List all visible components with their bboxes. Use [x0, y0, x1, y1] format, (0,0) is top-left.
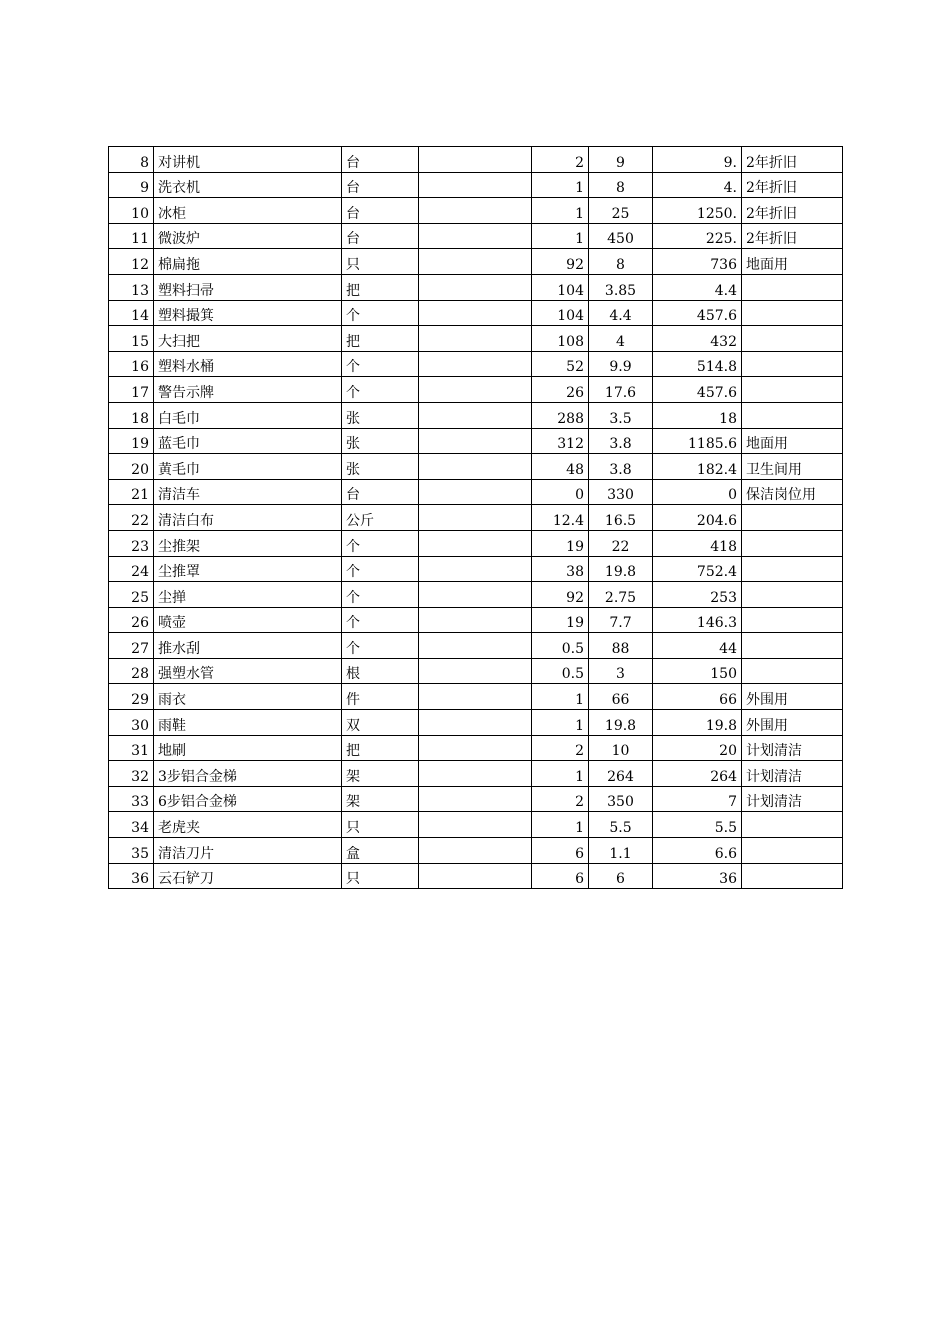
item-name: 3步铝合金梯	[154, 761, 342, 787]
item-note	[742, 505, 843, 531]
item-name: 微波炉	[154, 223, 342, 249]
item-spec	[419, 377, 532, 403]
item-name: 强塑水管	[154, 658, 342, 684]
row-number: 14	[109, 300, 154, 326]
item-amount: 1185.6	[653, 428, 742, 454]
item-spec	[419, 633, 532, 659]
item-quantity: 288	[532, 402, 589, 428]
item-amount: 264	[653, 761, 742, 787]
item-quantity: 104	[532, 300, 589, 326]
item-unit: 个	[342, 633, 419, 659]
item-note: 地面用	[742, 428, 843, 454]
item-unit-price: 5.5	[589, 812, 653, 838]
item-note: 2年折旧	[742, 172, 843, 198]
item-name: 雨鞋	[154, 710, 342, 736]
item-spec	[419, 402, 532, 428]
item-unit: 个	[342, 377, 419, 403]
table-body	[109, 147, 843, 889]
table-row	[109, 428, 843, 454]
row-number: 30	[109, 710, 154, 736]
item-unit-price: 2.75	[589, 582, 653, 608]
row-number: 36	[109, 863, 154, 889]
item-unit: 张	[342, 428, 419, 454]
item-note: 保洁岗位用	[742, 479, 843, 505]
item-name: 塑料撮箕	[154, 300, 342, 326]
item-amount: 514.8	[653, 351, 742, 377]
table-row	[109, 223, 843, 249]
item-name: 尘掸	[154, 582, 342, 608]
item-amount: 9.	[653, 147, 742, 173]
item-amount: 18	[653, 402, 742, 428]
item-quantity: 1	[532, 761, 589, 787]
item-amount: 432	[653, 326, 742, 352]
item-note: 2年折旧	[742, 223, 843, 249]
item-unit-price: 9.9	[589, 351, 653, 377]
item-spec	[419, 863, 532, 889]
item-spec	[419, 838, 532, 864]
item-name: 云石铲刀	[154, 863, 342, 889]
item-unit-price: 6	[589, 863, 653, 889]
item-amount: 19.8	[653, 710, 742, 736]
table-row	[109, 786, 843, 812]
item-spec	[419, 198, 532, 224]
item-spec	[419, 428, 532, 454]
row-number: 18	[109, 402, 154, 428]
item-unit: 只	[342, 249, 419, 275]
table-row	[109, 402, 843, 428]
table-row	[109, 607, 843, 633]
row-number: 35	[109, 838, 154, 864]
row-number: 13	[109, 274, 154, 300]
item-spec	[419, 454, 532, 480]
item-unit: 台	[342, 223, 419, 249]
item-unit-price: 66	[589, 684, 653, 710]
item-name: 棉扁拖	[154, 249, 342, 275]
item-quantity: 312	[532, 428, 589, 454]
table-row	[109, 838, 843, 864]
table-row	[109, 454, 843, 480]
item-note	[742, 863, 843, 889]
item-name: 喷壶	[154, 607, 342, 633]
row-number: 21	[109, 479, 154, 505]
item-unit: 把	[342, 735, 419, 761]
table-row	[109, 147, 843, 173]
item-unit: 只	[342, 812, 419, 838]
item-quantity: 19	[532, 530, 589, 556]
item-unit-price: 10	[589, 735, 653, 761]
item-name: 清洁刀片	[154, 838, 342, 864]
item-note	[742, 838, 843, 864]
item-amount: 4.	[653, 172, 742, 198]
item-note	[742, 812, 843, 838]
item-unit: 个	[342, 607, 419, 633]
item-unit: 盒	[342, 838, 419, 864]
item-quantity: 48	[532, 454, 589, 480]
table-row	[109, 710, 843, 736]
item-spec	[419, 530, 532, 556]
item-amount: 0	[653, 479, 742, 505]
item-note	[742, 530, 843, 556]
item-amount: 20	[653, 735, 742, 761]
row-number: 15	[109, 326, 154, 352]
row-number: 17	[109, 377, 154, 403]
item-amount: 146.3	[653, 607, 742, 633]
item-unit: 台	[342, 147, 419, 173]
item-amount: 225.	[653, 223, 742, 249]
row-number: 31	[109, 735, 154, 761]
item-note	[742, 556, 843, 582]
item-amount: 4.4	[653, 274, 742, 300]
item-unit-price: 450	[589, 223, 653, 249]
item-quantity: 2	[532, 786, 589, 812]
item-quantity: 38	[532, 556, 589, 582]
item-quantity: 2	[532, 147, 589, 173]
item-spec	[419, 812, 532, 838]
table-row	[109, 377, 843, 403]
item-unit-price: 330	[589, 479, 653, 505]
table-row	[109, 198, 843, 224]
item-amount: 1250.	[653, 198, 742, 224]
item-name: 尘推罩	[154, 556, 342, 582]
item-amount: 6.6	[653, 838, 742, 864]
item-amount: 7	[653, 786, 742, 812]
item-unit: 把	[342, 326, 419, 352]
table-row	[109, 812, 843, 838]
item-spec	[419, 223, 532, 249]
item-unit-price: 22	[589, 530, 653, 556]
item-unit-price: 3.8	[589, 454, 653, 480]
table-row	[109, 863, 843, 889]
item-unit: 件	[342, 684, 419, 710]
item-unit: 个	[342, 351, 419, 377]
item-name: 推水刮	[154, 633, 342, 659]
item-spec	[419, 786, 532, 812]
item-amount: 736	[653, 249, 742, 275]
item-amount: 150	[653, 658, 742, 684]
item-quantity: 1	[532, 172, 589, 198]
item-quantity: 0.5	[532, 633, 589, 659]
item-name: 雨衣	[154, 684, 342, 710]
table-row	[109, 249, 843, 275]
item-unit: 公斤	[342, 505, 419, 531]
table-row	[109, 274, 843, 300]
row-number: 26	[109, 607, 154, 633]
item-unit-price: 4.4	[589, 300, 653, 326]
item-amount: 253	[653, 582, 742, 608]
item-quantity: 52	[532, 351, 589, 377]
item-unit: 架	[342, 761, 419, 787]
item-note	[742, 326, 843, 352]
row-number: 10	[109, 198, 154, 224]
item-name: 对讲机	[154, 147, 342, 173]
item-unit: 个	[342, 530, 419, 556]
item-unit: 个	[342, 556, 419, 582]
item-unit-price: 19.8	[589, 710, 653, 736]
row-number: 22	[109, 505, 154, 531]
item-unit-price: 350	[589, 786, 653, 812]
item-quantity: 1	[532, 812, 589, 838]
item-name: 大扫把	[154, 326, 342, 352]
item-note	[742, 607, 843, 633]
table-row	[109, 556, 843, 582]
item-amount: 44	[653, 633, 742, 659]
item-spec	[419, 658, 532, 684]
item-spec	[419, 710, 532, 736]
row-number: 11	[109, 223, 154, 249]
table-row	[109, 530, 843, 556]
item-quantity: 6	[532, 838, 589, 864]
row-number: 29	[109, 684, 154, 710]
row-number: 20	[109, 454, 154, 480]
item-quantity: 1	[532, 684, 589, 710]
item-note: 地面用	[742, 249, 843, 275]
item-quantity: 2	[532, 735, 589, 761]
item-quantity: 0	[532, 479, 589, 505]
table-row	[109, 326, 843, 352]
table-row	[109, 658, 843, 684]
table-row	[109, 735, 843, 761]
item-name: 洗衣机	[154, 172, 342, 198]
item-quantity: 6	[532, 863, 589, 889]
row-number: 9	[109, 172, 154, 198]
item-note: 计划清洁	[742, 786, 843, 812]
table-row	[109, 505, 843, 531]
item-unit: 个	[342, 582, 419, 608]
item-note: 计划清洁	[742, 761, 843, 787]
row-number: 28	[109, 658, 154, 684]
item-name: 黄毛巾	[154, 454, 342, 480]
item-amount: 182.4	[653, 454, 742, 480]
item-note	[742, 633, 843, 659]
item-spec	[419, 351, 532, 377]
table-row	[109, 351, 843, 377]
item-name: 蓝毛巾	[154, 428, 342, 454]
item-spec	[419, 274, 532, 300]
row-number: 16	[109, 351, 154, 377]
item-unit-price: 264	[589, 761, 653, 787]
item-quantity: 92	[532, 582, 589, 608]
item-amount: 204.6	[653, 505, 742, 531]
item-unit-price: 4	[589, 326, 653, 352]
item-unit-price: 8	[589, 249, 653, 275]
item-unit: 根	[342, 658, 419, 684]
item-name: 尘推架	[154, 530, 342, 556]
item-spec	[419, 684, 532, 710]
item-note: 计划清洁	[742, 735, 843, 761]
item-unit-price: 8	[589, 172, 653, 198]
item-spec	[419, 479, 532, 505]
item-note	[742, 402, 843, 428]
item-note	[742, 377, 843, 403]
item-unit-price: 17.6	[589, 377, 653, 403]
item-unit-price: 19.8	[589, 556, 653, 582]
item-unit-price: 3	[589, 658, 653, 684]
item-amount: 5.5	[653, 812, 742, 838]
item-unit-price: 9	[589, 147, 653, 173]
item-unit: 张	[342, 454, 419, 480]
item-note	[742, 300, 843, 326]
table-row	[109, 633, 843, 659]
item-name: 6步铝合金梯	[154, 786, 342, 812]
item-spec	[419, 147, 532, 173]
item-spec	[419, 326, 532, 352]
item-note: 2年折旧	[742, 147, 843, 173]
cleaning-supplies-table	[108, 146, 843, 889]
item-unit: 个	[342, 300, 419, 326]
item-note: 外围用	[742, 710, 843, 736]
item-quantity: 12.4	[532, 505, 589, 531]
item-note	[742, 351, 843, 377]
row-number: 27	[109, 633, 154, 659]
item-spec	[419, 582, 532, 608]
item-amount: 457.6	[653, 300, 742, 326]
item-unit: 架	[342, 786, 419, 812]
table-row	[109, 582, 843, 608]
item-unit: 双	[342, 710, 419, 736]
item-name: 冰柜	[154, 198, 342, 224]
item-unit-price: 25	[589, 198, 653, 224]
row-number: 24	[109, 556, 154, 582]
item-amount: 418	[653, 530, 742, 556]
item-name: 塑料扫帚	[154, 274, 342, 300]
item-name: 警告示牌	[154, 377, 342, 403]
item-unit-price: 3.85	[589, 274, 653, 300]
table-row	[109, 761, 843, 787]
item-name: 清洁白布	[154, 505, 342, 531]
item-spec	[419, 300, 532, 326]
item-quantity: 26	[532, 377, 589, 403]
item-spec	[419, 172, 532, 198]
item-unit: 只	[342, 863, 419, 889]
item-amount: 752.4	[653, 556, 742, 582]
item-spec	[419, 761, 532, 787]
item-spec	[419, 249, 532, 275]
item-unit-price: 16.5	[589, 505, 653, 531]
item-unit-price: 3.8	[589, 428, 653, 454]
table-row	[109, 172, 843, 198]
row-number: 12	[109, 249, 154, 275]
row-number: 19	[109, 428, 154, 454]
item-name: 白毛巾	[154, 402, 342, 428]
item-quantity: 108	[532, 326, 589, 352]
item-note	[742, 582, 843, 608]
item-unit-price: 7.7	[589, 607, 653, 633]
table-row	[109, 300, 843, 326]
item-quantity: 0.5	[532, 658, 589, 684]
item-unit: 台	[342, 479, 419, 505]
item-quantity: 104	[532, 274, 589, 300]
item-amount: 66	[653, 684, 742, 710]
item-unit-price: 3.5	[589, 402, 653, 428]
item-name: 老虎夹	[154, 812, 342, 838]
item-name: 地刷	[154, 735, 342, 761]
item-name: 清洁车	[154, 479, 342, 505]
row-number: 8	[109, 147, 154, 173]
row-number: 23	[109, 530, 154, 556]
item-amount: 457.6	[653, 377, 742, 403]
item-unit: 台	[342, 198, 419, 224]
item-spec	[419, 607, 532, 633]
item-quantity: 1	[532, 223, 589, 249]
item-unit-price: 88	[589, 633, 653, 659]
item-note	[742, 274, 843, 300]
item-quantity: 1	[532, 198, 589, 224]
item-spec	[419, 556, 532, 582]
item-spec	[419, 735, 532, 761]
row-number: 25	[109, 582, 154, 608]
item-quantity: 19	[532, 607, 589, 633]
table-row	[109, 684, 843, 710]
item-note: 2年折旧	[742, 198, 843, 224]
item-unit: 张	[342, 402, 419, 428]
item-amount: 36	[653, 863, 742, 889]
row-number: 34	[109, 812, 154, 838]
item-spec	[419, 505, 532, 531]
item-note	[742, 658, 843, 684]
item-unit: 台	[342, 172, 419, 198]
item-quantity: 92	[532, 249, 589, 275]
item-unit-price: 1.1	[589, 838, 653, 864]
item-name: 塑料水桶	[154, 351, 342, 377]
item-unit: 把	[342, 274, 419, 300]
table-row	[109, 479, 843, 505]
row-number: 33	[109, 786, 154, 812]
row-number: 32	[109, 761, 154, 787]
item-note: 卫生间用	[742, 454, 843, 480]
item-note: 外围用	[742, 684, 843, 710]
item-quantity: 1	[532, 710, 589, 736]
